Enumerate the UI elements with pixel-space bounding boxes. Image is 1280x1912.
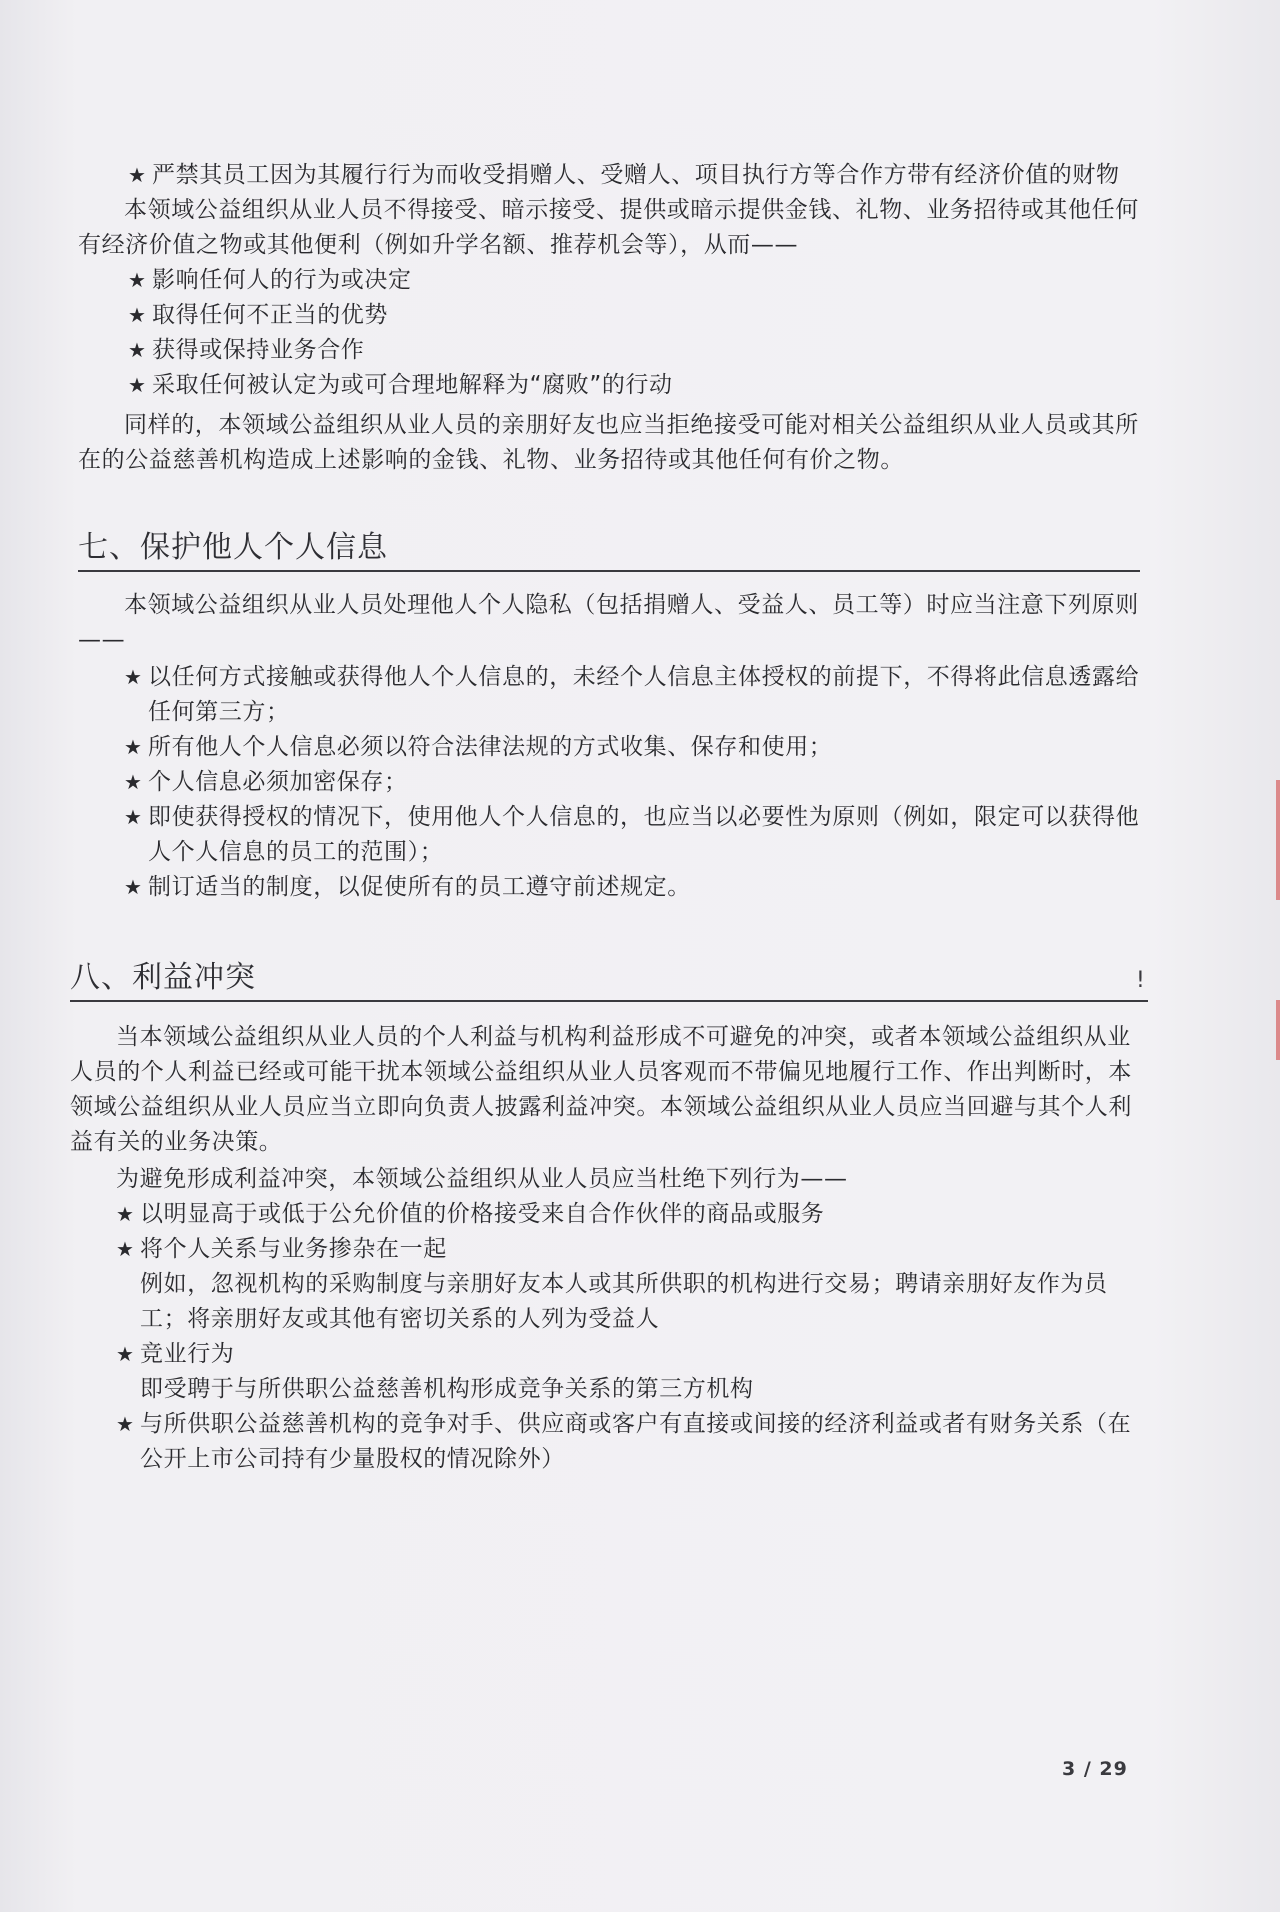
- bullet-item: [128, 263, 1148, 298]
- bullet-text: 以明显高于或低于公允价值的价格接受来自合作伙伴的商品或服务: [140, 1201, 825, 1227]
- star-bullet-icon: ★: [128, 268, 147, 292]
- bullet-text: 个人信息必须加密保存；: [148, 769, 408, 795]
- bullet-text: 制订适当的制度，以促使所有的员工遵守前述规定。: [148, 874, 691, 900]
- bullet-text: 所有他人个人信息必须以符合法律法规的方式收集、保存和使用；: [148, 734, 833, 760]
- section6-intro-paragraph: 本领域公益组织从业人员不得接受、暗示接受、提供或暗示提供金钱、礼物、业务招待或其他任何有经济价值之物或其他便利（例如升学名额、推荐机会等），从而——: [78, 197, 1139, 258]
- star-bullet-icon: ★: [128, 338, 147, 362]
- star-bullet-icon: ★: [124, 735, 143, 759]
- section6-bullet-list: [128, 263, 1148, 403]
- section8-bullet-list: [116, 1197, 1148, 1477]
- star-bullet-icon: ★: [124, 805, 143, 829]
- section7-divider: [78, 570, 1140, 572]
- star-bullet-icon: ★: [128, 303, 147, 327]
- bullet-item: [116, 1232, 1148, 1267]
- page-number: 3 / 29: [1062, 1758, 1128, 1780]
- margin-exclamation-mark: !: [1136, 968, 1145, 993]
- bullet-text: 以任何方式接触或获得他人个人信息的，未经个人信息主体授权的前提下，不得将此信息透露给任何第三方；: [148, 664, 1140, 725]
- bullet-item: [124, 730, 1148, 765]
- star-bullet-icon: ★: [128, 163, 147, 187]
- section8-heading: 八、利益冲突: [70, 960, 256, 995]
- bullet-item: [124, 870, 1148, 905]
- section7-intro-paragraph: 本领域公益组织从业人员处理他人个人隐私（包括捐赠人、受益人、员工等）时应当注意下列原则——: [78, 592, 1139, 653]
- bullet-item: [116, 1407, 1148, 1477]
- bullet-text: 获得或保持业务合作: [152, 337, 365, 363]
- section8-paragraph1: 当本领域公益组织从业人员的个人利益与机构利益形成不可避免的冲突，或者本领域公益组织从业人员的个人利益已经或可能干扰本领域公益组织从业人员客观而不带偏见地履行工作、作出判断时，本领域公益组织从业人员应当立即向负责人披露利益冲突。本领域公益组织从业人员应当回避与其个人利益有关的业务决策。: [70, 1024, 1132, 1155]
- section8-paragraph1-block: [70, 1020, 1148, 1160]
- star-bullet-icon: ★: [116, 1237, 135, 1261]
- bullet-text: 即使获得授权的情况下，使用他人个人信息的，也应当以必要性为原则（例如，限定可以获得他人个人信息的员工的范围）；: [148, 804, 1140, 865]
- star-bullet-icon: ★: [124, 770, 143, 794]
- section8-paragraph2: 为避免形成利益冲突，本领域公益组织从业人员应当杜绝下列行为——: [116, 1166, 848, 1192]
- bullet-item: [116, 1337, 1148, 1372]
- bullet-text: 采取任何被认定为或可合理地解释为“腐败”的行动: [152, 372, 673, 398]
- section7-bullet-list: [124, 660, 1148, 905]
- bullet-item: [116, 1197, 1148, 1232]
- bullet-text: 将个人关系与业务掺杂在一起: [140, 1236, 447, 1262]
- star-bullet-icon: ★: [116, 1412, 135, 1436]
- star-bullet-icon: ★: [128, 373, 147, 397]
- bullet-text: 取得任何不正当的优势: [152, 302, 388, 328]
- star-bullet-icon: ★: [116, 1202, 135, 1226]
- section6-closing-block: [78, 408, 1146, 478]
- section6-intro-block: [78, 193, 1146, 263]
- bullet-item: [128, 298, 1148, 333]
- bullet-text: 影响任何人的行为或决定: [152, 267, 412, 293]
- bullet-detail: 例如，忽视机构的采购制度与亲朋好友本人或其所供职的机构进行交易；聘请亲朋好友作为员工；将亲朋好友或其他有密切关系的人列为受益人: [140, 1271, 1108, 1332]
- bullet-item: [124, 800, 1148, 870]
- bullet-text: 与所供职公益慈善机构的竞争对手、供应商或客户有直接或间接的经济利益或者有财务关系（在公开上市公司持有少量股权的情况除外）: [140, 1411, 1132, 1472]
- star-bullet-icon: ★: [124, 665, 143, 689]
- bullet-text: 竞业行为: [140, 1341, 235, 1367]
- section8-paragraph2-block: [70, 1162, 1148, 1197]
- section6-closing-paragraph: 同样的，本领域公益组织从业人员的亲朋好友也应当拒绝接受可能对相关公益组织从业人员或其所在的公益慈善机构造成上述影响的金钱、礼物、业务招待或其他任何有价之物。: [78, 412, 1139, 473]
- scan-edge-mark: [1276, 1000, 1280, 1060]
- star-bullet-icon: ★: [116, 1342, 135, 1366]
- bullet-detail: 即受聘于与所供职公益慈善机构形成竞争关系的第三方机构: [140, 1376, 754, 1402]
- star-bullet-icon: ★: [124, 875, 143, 899]
- bullet-item: [128, 333, 1148, 368]
- bullet-item: [124, 660, 1148, 730]
- section7-heading: 七、保护他人个人信息: [78, 530, 388, 565]
- section7-intro-block: [78, 588, 1146, 658]
- section8-divider: [70, 1000, 1148, 1002]
- bullet-item: [128, 158, 1148, 193]
- section6-first-bullet: [128, 158, 1148, 193]
- bullet-item: [124, 765, 1148, 800]
- bullet-text: 严禁其员工因为其履行行为而收受捐赠人、受赠人、项目执行方等合作方带有经济价值的财物: [152, 162, 1120, 188]
- bullet-item: [128, 368, 1148, 403]
- scan-edge-mark: [1276, 780, 1280, 900]
